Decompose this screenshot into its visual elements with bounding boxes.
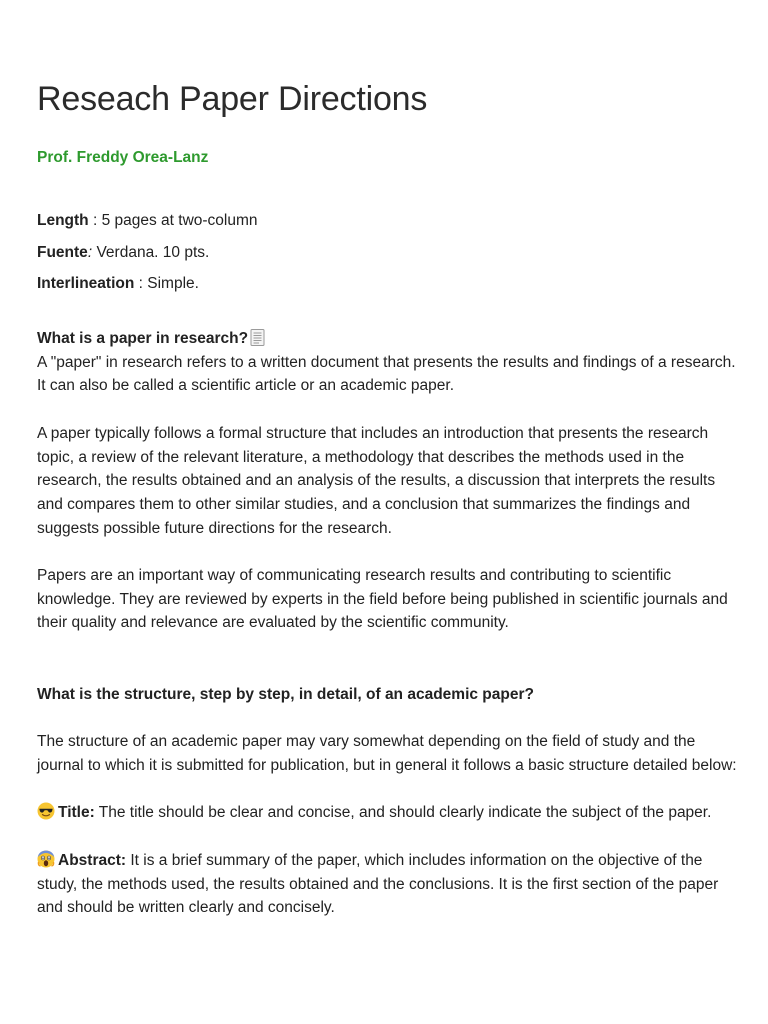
spec-separator: :: [88, 212, 102, 229]
paragraph: A "paper" in research refers to a written document that presents the results and findings of a research. It can also be called a scientific article or an academic paper.: [37, 353, 736, 395]
item-label: Title:: [58, 804, 95, 822]
spec-separator: :: [87, 244, 97, 261]
item-text: It is a brief summary of the paper, which includes information on the objective of the study, the methods used, the results obtained and the conclusions. It is the first section of the paper and should be written clearly and concisely.: [37, 851, 719, 917]
spec-font: [37, 243, 209, 263]
item-text: The title should be clear and concise, and should clearly indicate the subject of the paper.: [94, 804, 712, 822]
section-what-is-paper: [37, 327, 737, 635]
list-item-title: [37, 801, 737, 825]
spec-label: Length: [37, 212, 89, 229]
section-heading-text: What is a paper in research?: [37, 330, 249, 347]
spec-label: Fuente: [37, 244, 88, 261]
section-structure: [37, 683, 737, 920]
page-title: Reseach Paper Directions: [37, 80, 428, 118]
spec-interlineation: [37, 274, 199, 294]
author-name: Prof. Freddy Orea-Lanz: [37, 149, 209, 166]
page-facing-up-icon: [250, 329, 265, 346]
screaming-face-icon: [37, 850, 55, 868]
paragraph: A paper typically follows a formal structure that includes an introduction that presents the research topic, a review of the relevant literature, a methodology that describes the methods used in the research, the results obtained and an analysis of the results, a discussion that interprets the results and compares them to other similar studies, and a conclusion that summarizes the findings and suggests possible future directions for the research.: [37, 424, 716, 537]
section-heading: [37, 327, 737, 351]
spec-separator: :: [134, 275, 148, 292]
section-heading: [37, 683, 737, 707]
spec-value: Verdana. 10 pts.: [96, 244, 210, 261]
paragraph: Papers are an important way of communicating research results and contributing to scientific knowledge. They are reviewed by experts in the field before being published in scientific journals and their quality and relevance are evaluated by the scientific community.: [37, 567, 728, 632]
section-heading-text: What is the structure, step by step, in detail, of an academic paper?: [37, 686, 534, 703]
spec-value: 5 pages at two-column: [101, 212, 258, 229]
spec-label: Interlineation: [37, 275, 135, 292]
sunglasses-face-icon: [37, 802, 55, 820]
paragraph: The structure of an academic paper may vary somewhat depending on the field of study and the journal to which it is submitted for publication, but in general it follows a basic structure detailed below:: [37, 733, 737, 775]
item-label: Abstract:: [58, 851, 127, 869]
spec-value: Simple.: [147, 275, 199, 292]
list-item-abstract: [37, 849, 737, 920]
spec-length: [37, 211, 258, 231]
